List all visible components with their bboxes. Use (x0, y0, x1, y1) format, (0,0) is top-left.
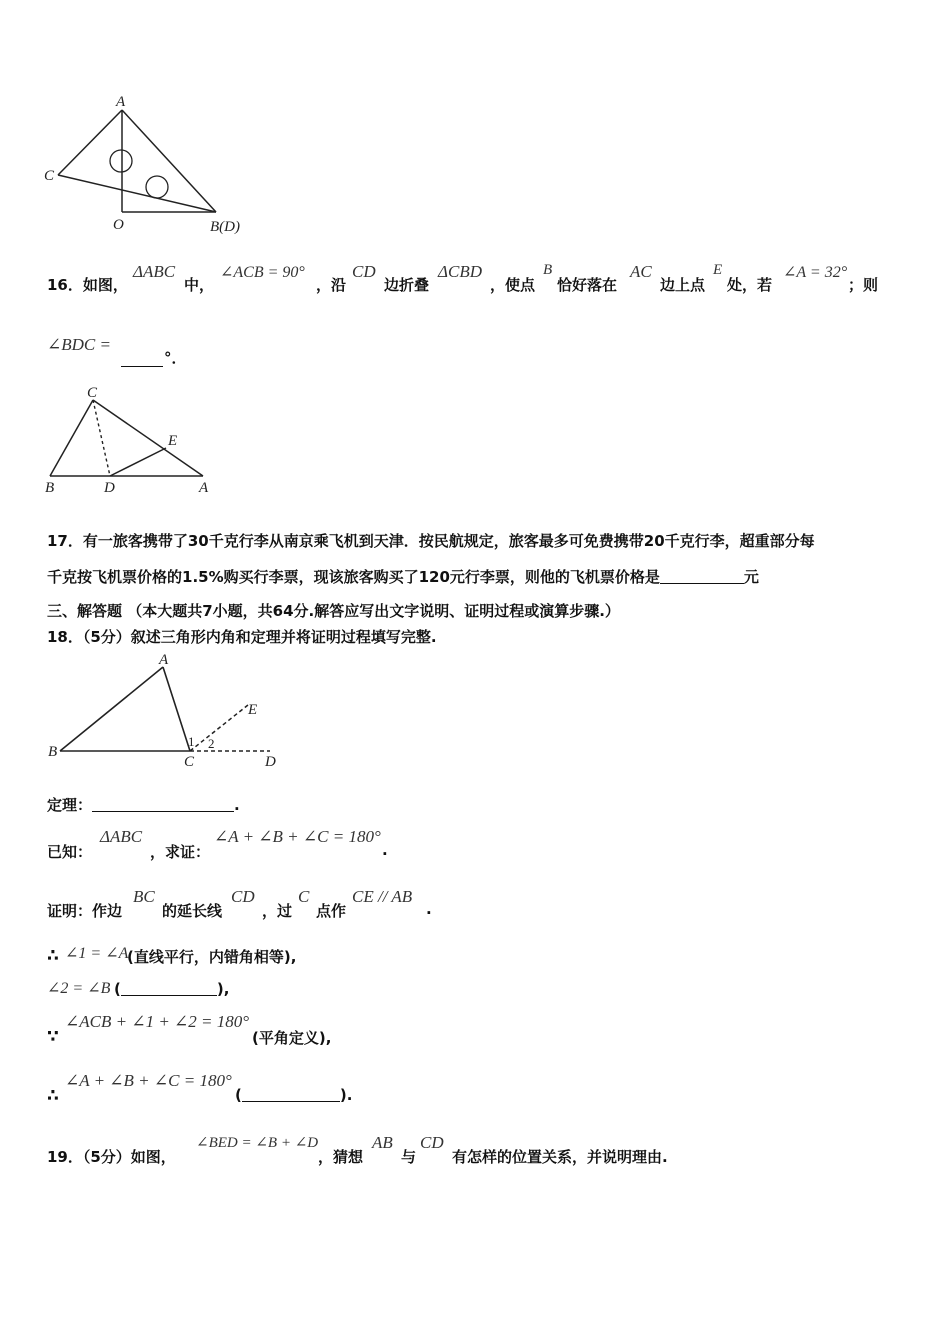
q18-claim-end: . (382, 841, 388, 859)
q18-theorem-label: 定理： (47, 796, 93, 814)
q19-segment-cd: CD (420, 1133, 444, 1152)
q16-text-chu: 处，若 (727, 276, 773, 294)
q18-step1-reason: (直线平行，内错角相等), (127, 948, 297, 966)
q19-text-rest: 有怎样的位置关系，并说明理由. (452, 1148, 668, 1166)
fig18-line-ba (60, 667, 163, 751)
q18-step2-blank[interactable] (121, 981, 217, 996)
fig18-label-e: E (248, 702, 258, 718)
q16-point-b: B (543, 262, 553, 278)
q16-triangle-abc: ΔABC (133, 262, 176, 281)
q18-step2-close: ), (216, 980, 230, 998)
fig16-label-b: B (45, 480, 55, 496)
figure-18 (45, 650, 285, 775)
q18-step4-open: ( (235, 1086, 242, 1104)
fig15-angle-mark-2 (146, 176, 168, 198)
q16-segment-ac: AC (630, 262, 652, 281)
q17-line-2 (47, 566, 759, 587)
q18-step3-reason: (平角定义), (252, 1029, 332, 1047)
fig16-line-cd (93, 400, 110, 476)
figure-15 (40, 95, 260, 240)
q16-point-e: E (713, 262, 723, 278)
fig15-label-a: A (116, 94, 126, 110)
q17-line-1: 17．有一旅客携带了30千克行李从南京乘飞机到天津．按民航规定，旅客最多可免费携带20千克行李，超重部分每 (47, 532, 815, 550)
fig18-line-ce (190, 705, 248, 751)
q18-step1-therefore: ∴ (47, 946, 59, 966)
q16-text-edge: 边上点 (660, 276, 706, 294)
q18-step1-math: ∠1 = ∠A (65, 945, 129, 962)
fig18-label-2: 2 (208, 736, 215, 751)
q18-proof-extension: 的延长线 (162, 902, 223, 920)
fig16-line-ca (93, 400, 203, 476)
fig18-label-b: B (48, 744, 58, 760)
q17-line-2-text: 千克按飞机票价格的1.5%购买行李票，现该旅客购买了120元行李票，则他的飞机票价格是 (47, 568, 660, 586)
q18-proof-end: . (426, 900, 432, 918)
q16-angle-a: ∠A = 32° (783, 264, 848, 281)
q16-segment-cd: CD (352, 262, 376, 281)
q18-proof-label: 证明：作边 (47, 902, 123, 920)
q16-degree-end: °． (164, 349, 187, 367)
q17-unit: 元 (743, 568, 759, 586)
fig16-line-de (110, 448, 166, 476)
q16-text-fold: 边折叠 (384, 276, 430, 294)
fig18-line-ac (163, 667, 190, 751)
q18-step2-math: ∠2 = ∠B (47, 980, 111, 997)
q18-step4-line (235, 1086, 352, 1104)
q19-angle-relation: ∠BED = ∠B + ∠D (196, 1135, 319, 1151)
q18-qiuzheng: ，求证： (150, 843, 211, 861)
q18-proof-dian: 点作 (316, 902, 347, 920)
q17-answer-blank[interactable] (660, 569, 744, 584)
q18-step2-line (114, 980, 229, 998)
q18-step2-open: ( (114, 980, 121, 998)
fig16-label-d: D (104, 480, 115, 496)
q19-text-yu: 与 (401, 1148, 417, 1166)
q16-text-fall: 恰好落在 (557, 276, 618, 294)
q18-theorem-blank[interactable] (92, 797, 234, 812)
q18-proof-parallel: CE // AB (352, 887, 413, 906)
q16-number: 16．如图， (47, 276, 128, 294)
q18-step4-math: ∠A + ∠B + ∠C = 180° (65, 1071, 232, 1090)
q19-number: 19．（5分）如图， (47, 1148, 176, 1166)
q18-proof-cd: CD (231, 887, 255, 906)
fig16-label-c: C (87, 385, 98, 401)
q19-text-guess: ，猜想 (318, 1148, 364, 1166)
fig15-label-o: O (113, 217, 124, 233)
q18-title: 18．（5分）叙述三角形内角和定理并将证明过程填写完整. (47, 628, 437, 646)
fig15-line-ca (58, 110, 122, 175)
q18-step4-therefore: ∴ (47, 1086, 59, 1106)
q18-step4-close: ). (339, 1086, 353, 1104)
q19-segment-ab: AB (372, 1133, 393, 1152)
q18-step3-because: ∵ (47, 1027, 59, 1047)
q18-proof-guo: ，过 (262, 902, 293, 920)
fig18-label-a: A (159, 652, 169, 668)
q16-triangle-cbd: ΔCBD (438, 262, 482, 281)
fig16-label-a: A (199, 480, 209, 496)
q18-step4-blank[interactable] (242, 1087, 340, 1102)
fig18-label-c: C (184, 754, 195, 770)
fig15-angle-mark-1 (110, 150, 132, 172)
fig18-label-1: 1 (188, 734, 195, 749)
q18-proof-bc: BC (133, 887, 155, 906)
fig15-line-ab (122, 110, 216, 212)
q18-theorem-line (47, 794, 240, 815)
fig15-label-bd: B(D) (210, 219, 240, 235)
q18-known-triangle: ΔABC (100, 827, 143, 846)
q18-step3-math: ∠ACB + ∠1 + ∠2 = 180° (65, 1012, 250, 1031)
q18-known-label: 已知： (47, 843, 93, 861)
q16-angle-acb: ∠ACB = 90° (220, 264, 305, 281)
q18-proof-point-c: C (298, 887, 310, 906)
q16-text-ze: ；则 (848, 276, 879, 294)
q18-claim: ∠A + ∠B + ∠C = 180° (214, 827, 381, 846)
section-3-heading: 三、解答题 （本大题共7小题，共64分.解答应写出文字说明、证明过程或演算步骤.） (47, 602, 620, 620)
fig18-label-d: D (265, 754, 276, 770)
fig16-label-e: E (168, 433, 178, 449)
q18-theorem-end: . (234, 796, 240, 814)
q16-text-yan: ，沿 (316, 276, 347, 294)
fig16-line-bc (50, 400, 93, 476)
figure-16 (40, 385, 220, 500)
q16-answer-blank[interactable] (121, 350, 163, 369)
q16-text-zhong: 中， (184, 276, 215, 294)
q16-angle-bdc: ∠BDC = (47, 335, 111, 354)
fig15-line-cb (58, 175, 216, 212)
q16-text-shi: ，使点 (490, 276, 536, 294)
fig15-label-c: C (44, 168, 55, 184)
